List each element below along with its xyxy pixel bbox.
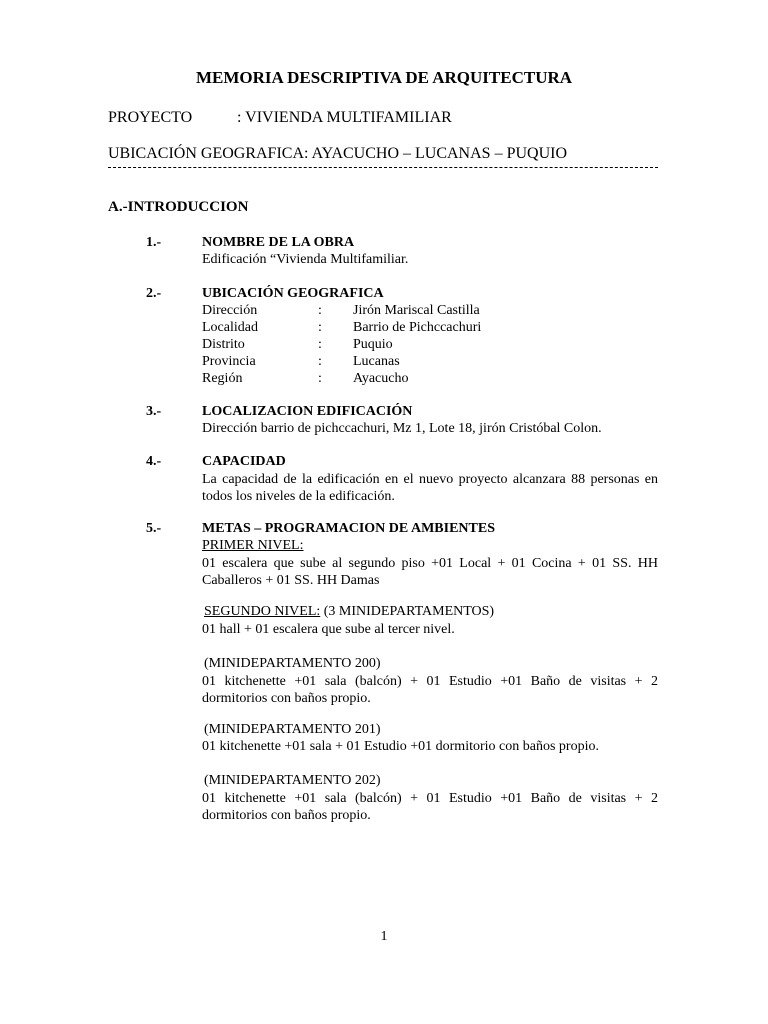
item-title: NOMBRE DE LA OBRA	[202, 235, 355, 250]
segundo-nivel-label: SEGUNDO NIVEL:	[204, 604, 321, 619]
item-title: UBICACIÓN GEOGRAFICA	[202, 286, 384, 301]
item-text: Edificación “Vivienda Multifamiliar.	[202, 252, 409, 267]
location-separator: :	[318, 303, 322, 318]
location-value: Jirón Mariscal Castilla	[353, 303, 480, 318]
item-title: CAPACIDAD	[202, 454, 286, 469]
item-number: 3.-	[146, 404, 162, 419]
proyecto-label: PROYECTO	[108, 109, 193, 126]
item-text: La capacidad de la edificación en el nuevo proyecto alcanzara 88 personas en todos los niveles de la edificación.	[202, 472, 658, 504]
location-label: Dirección	[202, 303, 258, 318]
location-label: Región	[202, 371, 243, 386]
segundo-nivel-text: 01 hall + 01 escalera que sube al tercer nivel.	[202, 622, 455, 637]
location-value: Puquio	[353, 337, 393, 352]
proyecto-value: : VIVIENDA MULTIFAMILIAR	[237, 109, 452, 126]
dashed-divider	[108, 167, 658, 168]
segundo-nivel-heading	[204, 604, 494, 620]
item-number: 4.-	[146, 454, 162, 469]
location-label: Distrito	[202, 337, 245, 352]
location-value: Barrio de Pichccachuri	[353, 320, 482, 335]
location-label: Provincia	[202, 354, 256, 369]
ubicacion-line: UBICACIÓN GEOGRAFICA: AYACUCHO – LUCANAS – PUQUIO	[108, 145, 568, 162]
location-value: Lucanas	[353, 354, 400, 369]
minidepartamento-title: (MINIDEPARTAMENTO 201)	[204, 722, 381, 737]
segundo-nivel-suffix: (3 MINIDEPARTAMENTOS)	[320, 604, 495, 619]
section-heading-introduccion: A.-INTRODUCCION	[108, 199, 249, 215]
item-number: 5.-	[146, 521, 162, 536]
primer-nivel-label: PRIMER NIVEL:	[202, 538, 304, 553]
minidepartamento-title: (MINIDEPARTAMENTO 202)	[204, 773, 381, 788]
minidepartamento-text: 01 kitchenette +01 sala (balcón) + 01 Estudio +01 Baño de visitas + 2 dormitorios con baños propio.	[202, 791, 658, 823]
location-value: Ayacucho	[353, 371, 409, 386]
minidepartamento-title: (MINIDEPARTAMENTO 200)	[204, 656, 381, 671]
document-title: MEMORIA DESCRIPTIVA DE ARQUITECTURA	[195, 68, 573, 87]
item-text: Dirección barrio de pichccachuri, Mz 1, Lote 18, jirón Cristóbal Colon.	[202, 421, 602, 436]
item-number: 1.-	[146, 235, 162, 250]
location-separator: :	[318, 337, 322, 352]
location-separator: :	[318, 371, 322, 386]
item-title: LOCALIZACION EDIFICACIÓN	[202, 404, 413, 419]
item-title: METAS – PROGRAMACION DE AMBIENTES	[202, 521, 495, 536]
item-number: 2.-	[146, 286, 162, 301]
minidepartamento-text: 01 kitchenette +01 sala (balcón) + 01 Estudio +01 Baño de visitas + 2 dormitorios con baños propio.	[202, 674, 658, 706]
page-number: 1	[380, 929, 388, 944]
location-label: Localidad	[202, 320, 258, 335]
location-separator: :	[318, 320, 322, 335]
location-separator: :	[318, 354, 322, 369]
primer-nivel-text: 01 escalera que sube al segundo piso +01 Local + 01 Cocina + 01 SS. HH Caballeros + 01 SS. HH Damas	[202, 556, 658, 588]
minidepartamento-text: 01 kitchenette +01 sala + 01 Estudio +01 dormitorio con baños propio.	[202, 739, 599, 754]
